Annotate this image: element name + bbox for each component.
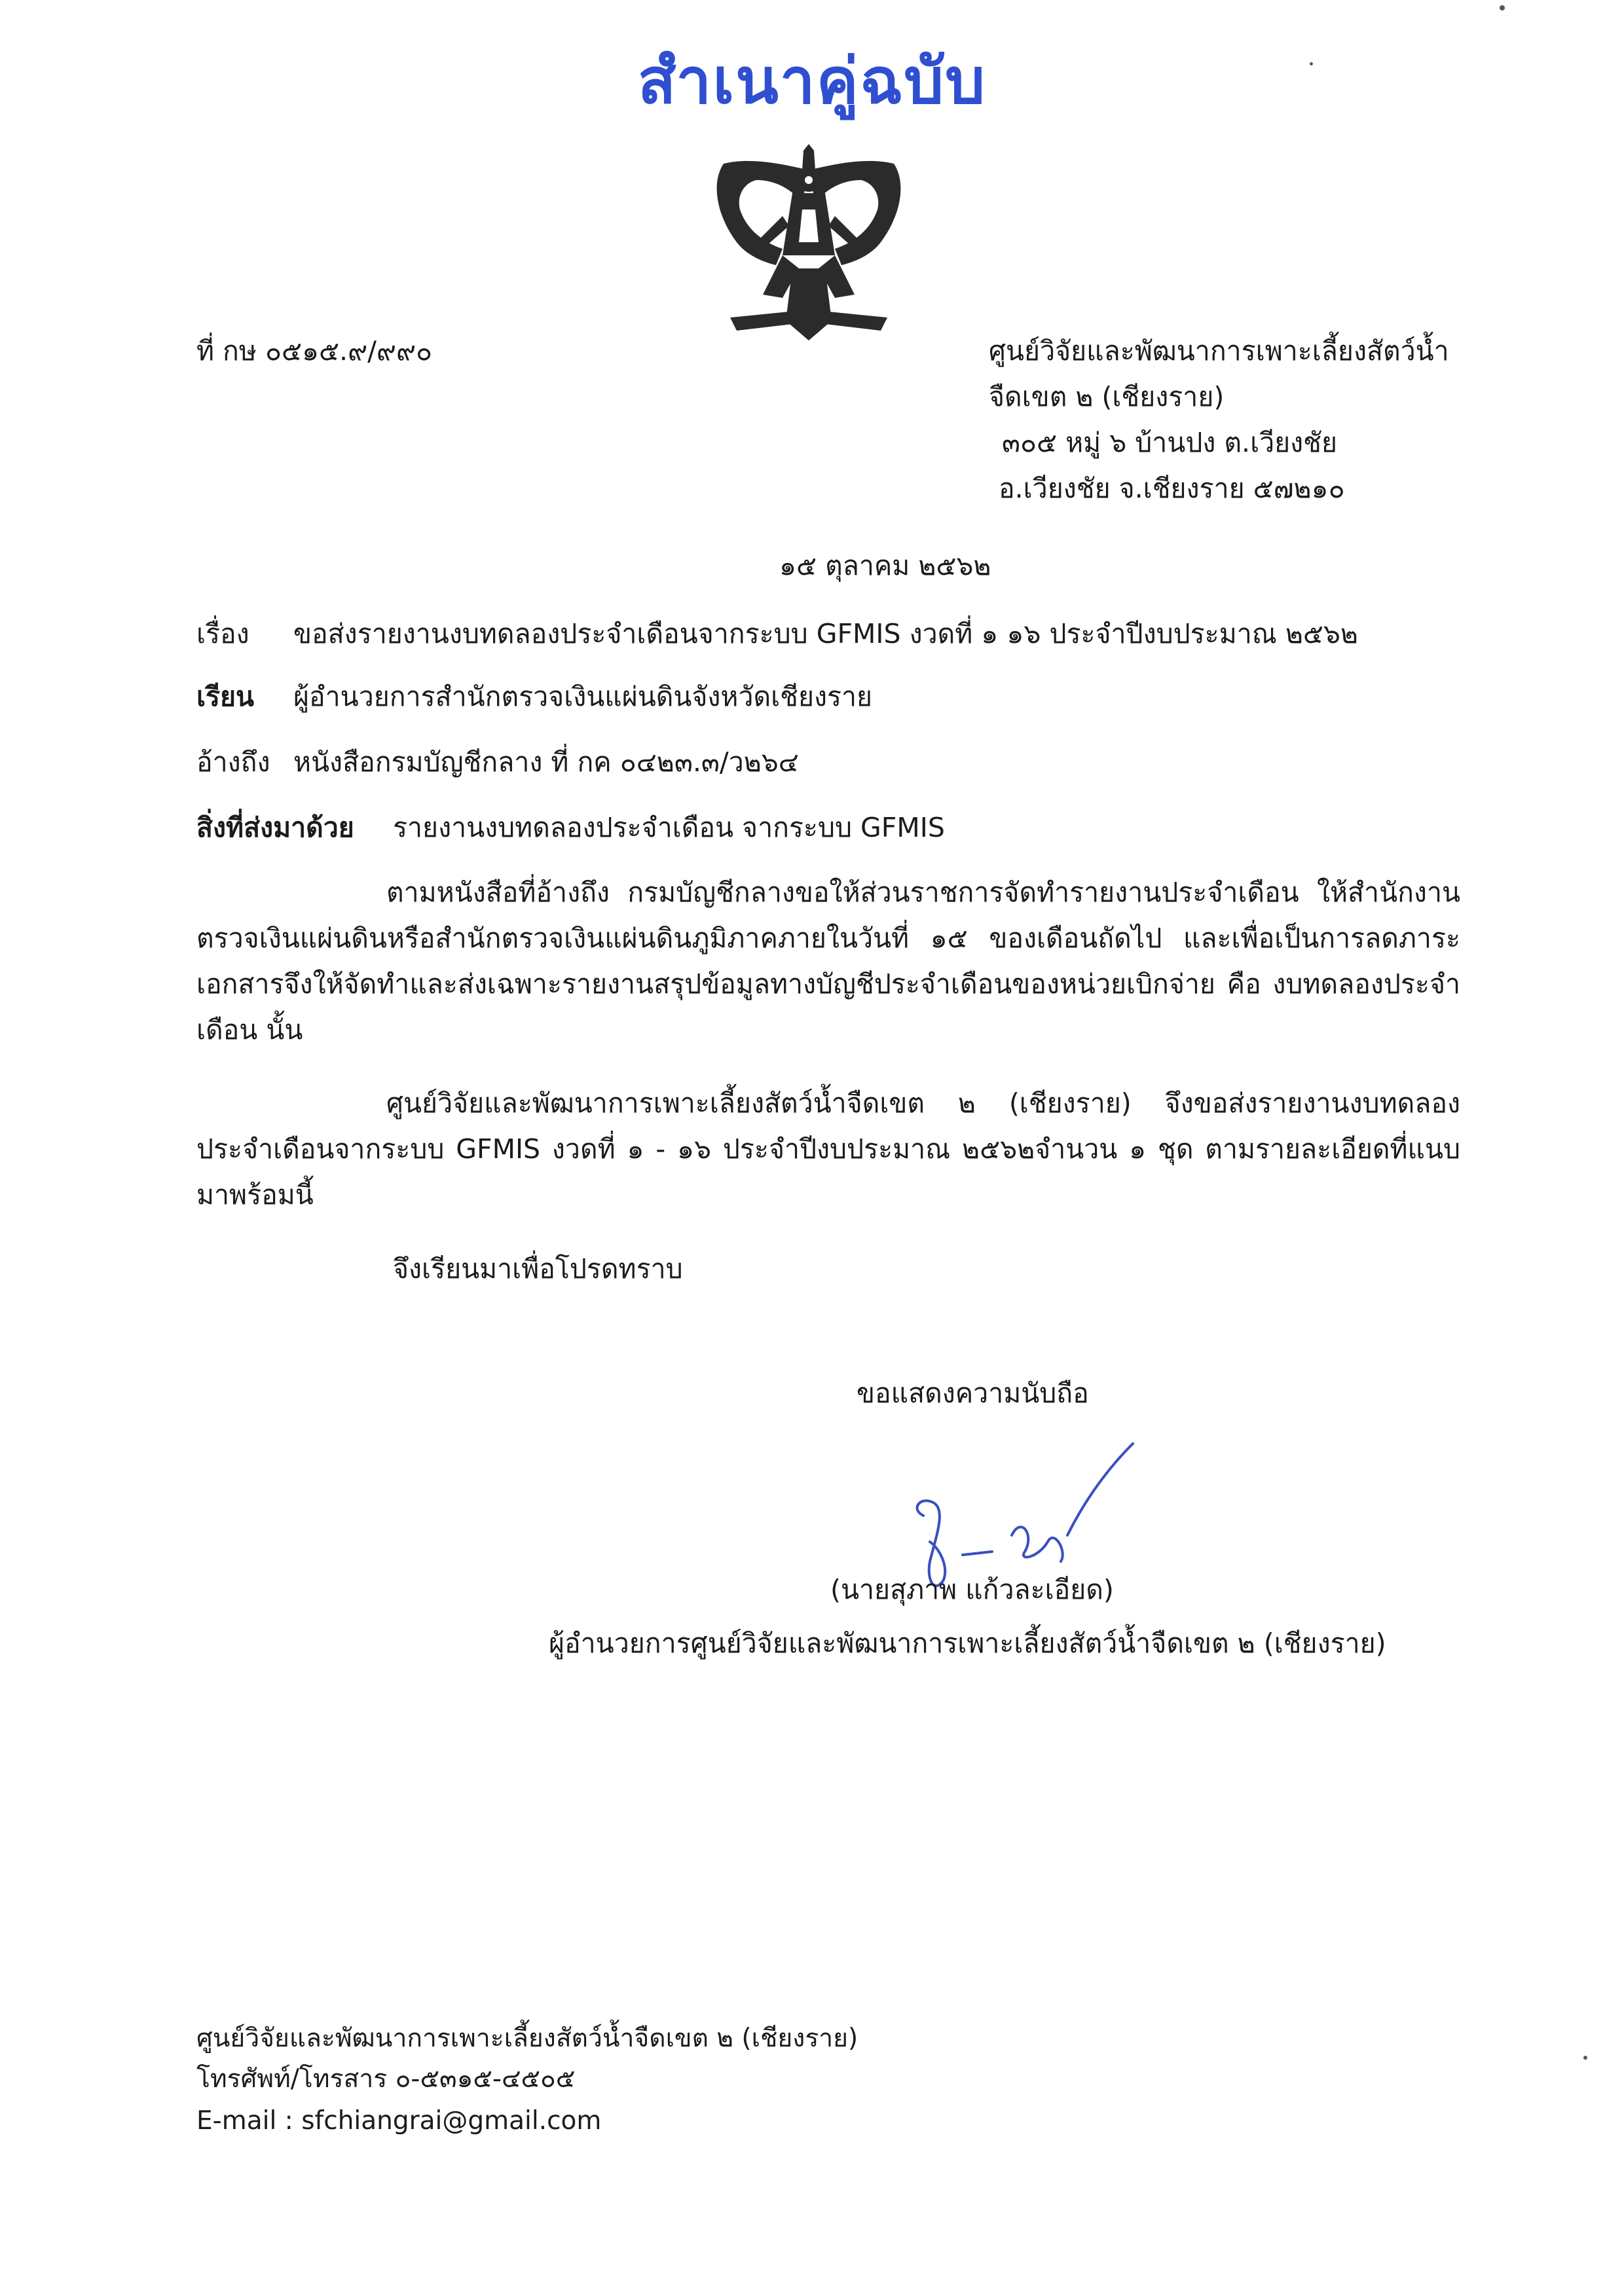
footer-email: E-mail : sfchiangrai@gmail.com (196, 2106, 602, 2136)
reference-label: อ้างถึง (196, 746, 270, 778)
body-paragraph-1 (196, 869, 1460, 1053)
body-paragraph-3: จึงเรียนมาเพื่อโปรดทราบ (393, 1253, 683, 1285)
subject-label: เรื่อง (196, 618, 249, 649)
sender-address-line-1: ศูนย์วิจัยและพัฒนาการเพาะเลี้ยงสัตว์น้ำ (989, 335, 1449, 367)
scan-speck (1310, 62, 1313, 65)
enclosure-label: สิ่งที่ส่งมาด้วย (196, 812, 354, 843)
footer-phone: โทรศัพท์/โทรสาร ๐-๕๓๑๕-๔๕๐๕ (196, 2064, 576, 2094)
signer-name: (นายสุภาพ แก้วละเอียด) (830, 1574, 1114, 1605)
garuda-emblem-icon (684, 144, 933, 347)
signer-title: ผู้อำนวยการศูนย์วิจัยและพัฒนาการเพาะเลี้ยงสัตว์น้ำจืดเขต ๒ (เชียงราย) (549, 1628, 1386, 1659)
sender-address-line-2: จืดเขต ๒ (เชียงราย) (989, 381, 1225, 412)
sender-address-line-4: อ.เวียงชัย จ.เชียงราย ๕๗๒๑๐ (999, 473, 1345, 504)
scan-speck (1500, 5, 1505, 10)
body-paragraph-1-text: ตามหนังสือที่อ้างถึง กรมบัญชีกลางขอให้ส่วนราชการจัดทำรายงานประจำเดือน ให้สำนักงานตรวจเงินแผ่นดินหรือสำนักตรวจเงินแผ่นดินภูมิภาคภายในวันที่ ๑๕ ของเดือนถัดไป และเพื่อเป็นการลดภาระเอกสารจึงให้จัดทำและส่งเฉพาะรายงานสรุปข้อมูลทางบัญชีประจำเดือนของหน่วยเบิกจ่าย คือ งบทดลองประจำเดือน นั้น (196, 877, 1460, 1046)
reference-text: หนังสือกรมบัญชีกลาง ที่ กค ๐๔๒๓.๓/ว๒๖๔ (293, 746, 799, 778)
document-date: ๑๕ ตุลาคม ๒๕๖๒ (779, 550, 991, 581)
recipient-label: เรียน (196, 681, 255, 712)
footer-organization: ศูนย์วิจัยและพัฒนาการเพาะเลี้ยงสัตว์น้ำจืดเขต ๒ (เชียงราย) (196, 2024, 858, 2053)
copy-stamp: สำเนาคู่ฉบับ (637, 45, 987, 118)
scan-speck (1583, 2056, 1587, 2060)
body-paragraph-2 (196, 1080, 1460, 1218)
sender-address-line-3: ๓๐๕ หมู่ ๖ บ้านปง ต.เวียงชัย (1002, 427, 1337, 458)
document-number: ที่ กษ ๐๕๑๕.๙/๙๙๐ (196, 335, 433, 367)
closing-phrase: ขอแสดงความนับถือ (857, 1377, 1089, 1409)
recipient-text: ผู้อำนวยการสำนักตรวจเงินแผ่นดินจังหวัดเชียงราย (293, 681, 873, 712)
subject-text: ขอส่งรายงานงบทดลองประจำเดือนจากระบบ GFMIS งวดที่ ๑ ๑๖ ประจำปีงบประมาณ ๒๕๖๒ (293, 618, 1358, 649)
enclosure-text: รายงานงบทดลองประจำเดือน จากระบบ GFMIS (393, 812, 945, 843)
body-paragraph-2-text: ศูนย์วิจัยและพัฒนาการเพาะเลี้ยงสัตว์น้ำจืดเขต ๒ (เชียงราย) จึงขอส่งรายงานงบทดลองประจำเดือนจากระบบ GFMIS งวดที่ ๑ - ๑๖ ประจำปีงบประมาณ ๒๕๖๒จำนวน ๑ ชุด ตามรายละเอียดที่แนบมาพร้อมนี้ (196, 1087, 1460, 1211)
